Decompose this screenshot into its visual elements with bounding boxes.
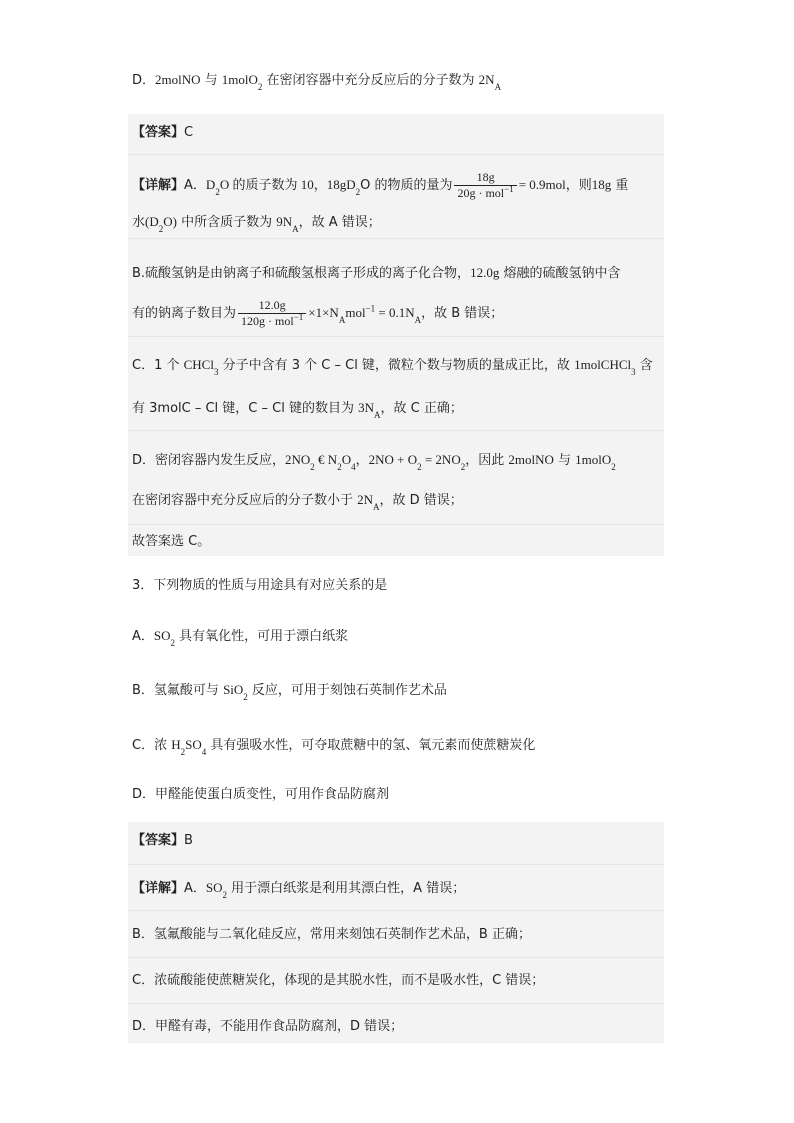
q3-option-d: D．甲醛能使蛋白质变性，可用作食品防腐剂	[132, 787, 390, 802]
q2-detail-a-line1: 【详解】A．$D_2O$ 的质子数为 10，$18gD_2O$ 的物质的量为 $\frac{18g}{20g \cdot mol^{-1}}$ = 0.9mol，则18g 重	[132, 170, 629, 200]
q3-option-c: C．浓 $H_2SO_4$ 具有强吸水性，可夺取蔗糖中的氢、氧元素而使蔗糖炭化	[132, 737, 536, 757]
q3-answer: 【答案】B	[132, 833, 193, 848]
q3-option-a: A．$SO_2$ 具有氧化性，可用于漂白纸浆	[132, 628, 349, 648]
q3-detail-b: B．氢氟酸能与二氧化硅反应，常用来刻蚀石英制作艺术品，B 正确；	[132, 927, 531, 942]
q3-stem: 3．下列物质的性质与用途具有对应关系的是	[132, 578, 388, 593]
q2-detail-b-line2: 有的钠离子数目为 $\frac{12.0g}{120g \cdot mol^{-1}}$ $\times 1\times N_Amol^{-1} = 0.1N_A$，故 B 错误；	[132, 298, 504, 328]
fraction: $\frac{12.0g}{120g \cdot mol^{-1}}$	[238, 298, 306, 329]
q2-detail-b-line1: B.硫酸氢钠是由钠离子和硫酸氢根离子形成的离子化合物，12.0g 熔融的硫酸氢钠中含	[132, 265, 621, 281]
q2-answer: 【答案】C	[132, 125, 194, 140]
q3-detail-c: C．浓硫酸能使蔗糖炭化，体现的是其脱水性，而不是吸水性，C 错误；	[132, 973, 545, 988]
q3-option-b: B．氢氟酸可与 SiO$_2$ 反应，可用于刻蚀石英制作艺术品	[132, 682, 447, 702]
q2-detail-d-line1: D．密闭容器内发生反应，$2NO_2$ € $N_2O_4$，$2NO + O_2 = 2NO_2$，因此 2molNO 与 1molO$_2$	[132, 452, 616, 472]
q2-conclusion: 故答案选 C。	[132, 534, 211, 549]
q3-detail-d: D．甲醛有毒，不能用作食品防腐剂，D 错误；	[132, 1019, 404, 1034]
q2-detail-c-line2: 有 3molC – Cl 键，C – Cl 键的数目为 $3N_A$，故 C 正确；	[132, 400, 463, 420]
q2-option-d: D．2molNO 与 1molO$_2$ 在密闭容器中充分反应后的分子数为 $2N_A$	[132, 72, 502, 92]
q2-detail-c-line1: C．1 个 CHCl$_3$ 分子中含有 3 个 C – Cl 键，微粒个数与物质的量成正比，故 1molCHCl$_3$ 含	[132, 357, 653, 377]
fraction: $\frac{18g}{20g \cdot mol^{-1}}$	[454, 170, 516, 201]
q3-detail-a: 【详解】A．$SO_2$ 用于漂白纸浆是利用其漂白性，A 错误；	[132, 880, 466, 900]
q2-detail-d-line2: 在密闭容器中充分反应后的分子数小于 $2N_A$，故 D 错误；	[132, 492, 463, 512]
q2-detail-a-line2: 水$(D_2O)$ 中所含质子数为 $9N_A$，故 A 错误；	[132, 214, 381, 234]
